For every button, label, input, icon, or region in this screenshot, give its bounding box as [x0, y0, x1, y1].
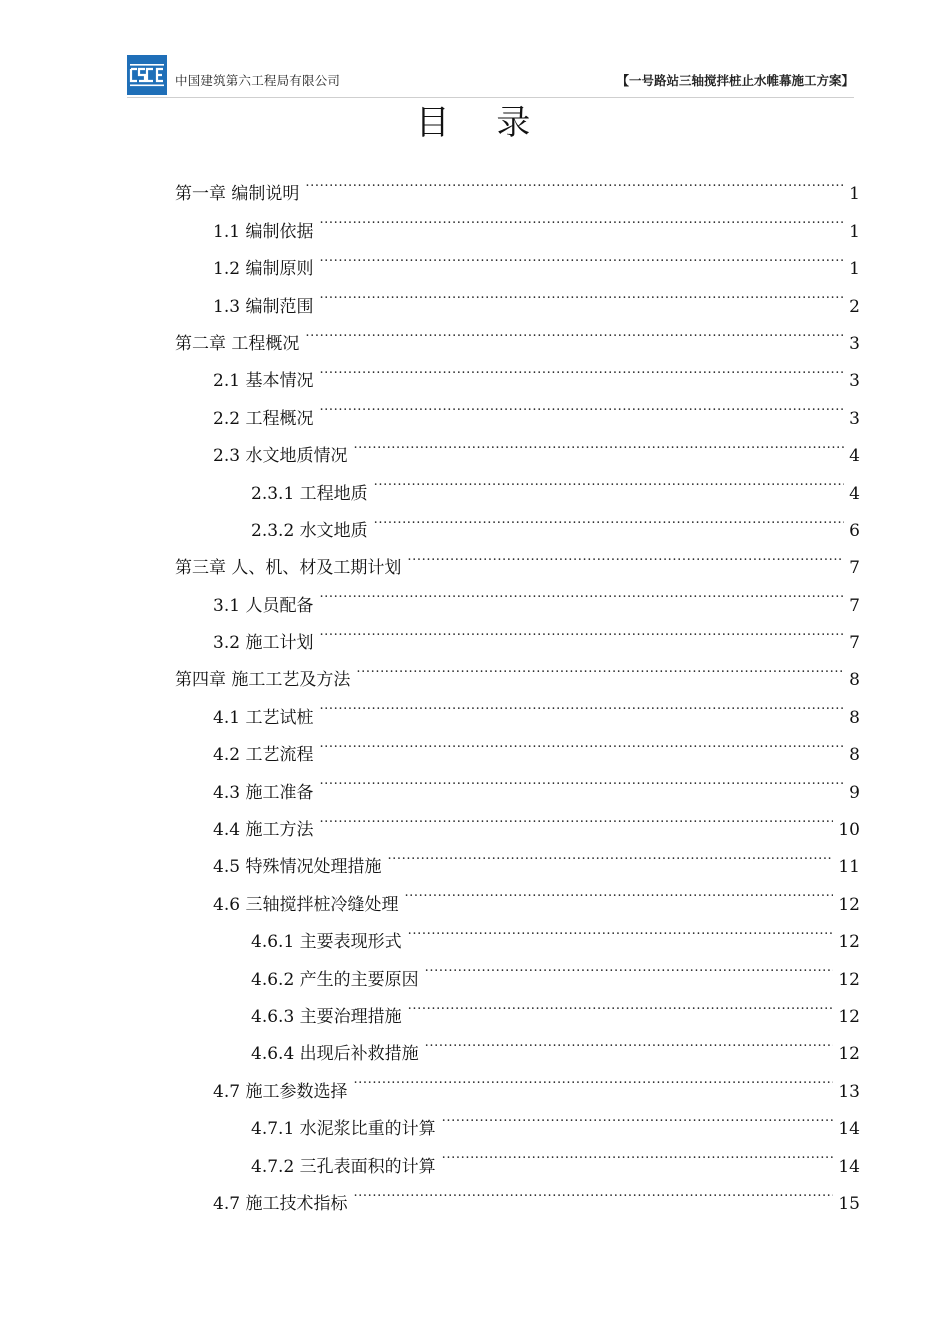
toc-entry-page: 11 [838, 857, 860, 878]
toc-entry-page: 4 [849, 483, 860, 504]
toc-dot-leader [319, 798, 833, 835]
toc-entry-label: 4.7.2 三孔表面积的计算 [251, 1156, 436, 1177]
document-title: 【一号路站三轴搅拌桩止水帷幕施工方案】 [616, 73, 854, 88]
toc-dot-leader [319, 760, 844, 797]
toc-dot-leader [319, 386, 844, 423]
toc-entry-label: 第一章 编制说明 [175, 184, 300, 205]
toc-dot-leader [442, 1097, 834, 1134]
cscec-logo-icon [127, 55, 167, 95]
toc-entry-label: 第三章 人、机、材及工期计划 [175, 558, 402, 579]
toc-dot-leader [319, 723, 844, 760]
toc-entry[interactable] [175, 162, 860, 205]
toc-entry-label: 3.1 人员配备 [213, 595, 314, 616]
toc-entry-page: 12 [838, 1044, 860, 1065]
toc-entry-page: 12 [838, 932, 860, 953]
company-name: 中国建筑第六工程局有限公司 [175, 73, 341, 88]
toc-entry-page: 14 [838, 1156, 860, 1177]
toc-entry-label: 2.2 工程概况 [213, 408, 314, 429]
toc-entry-label: 1.3 编制范围 [213, 296, 314, 317]
toc-entry-page: 6 [849, 520, 860, 541]
toc-dot-leader [404, 872, 833, 909]
toc-entry-label: 4.4 施工方法 [213, 820, 314, 841]
toc-dot-leader [305, 162, 844, 199]
toc-dot-leader [407, 536, 844, 573]
toc-dot-leader [387, 835, 833, 872]
toc-entry-label: 4.7.1 水泥浆比重的计算 [251, 1119, 436, 1140]
table-of-contents [175, 162, 860, 1214]
toc-entry-page: 7 [849, 633, 860, 654]
toc-entry-label: 3.2 施工计划 [213, 633, 314, 654]
toc-dot-leader [353, 424, 844, 461]
toc-dot-leader [374, 499, 845, 536]
toc-entry-page: 12 [838, 969, 860, 990]
toc-entry-label: 1.2 编制原则 [213, 259, 314, 280]
toc-entry-page: 3 [849, 371, 860, 392]
toc-heading: 目 录 [415, 103, 549, 143]
toc-entry-label: 4.7 施工参数选择 [213, 1081, 348, 1102]
toc-entry-page: 8 [849, 745, 860, 766]
toc-dot-leader [319, 199, 844, 236]
toc-entry-label: 2.3.2 水文地质 [251, 520, 368, 541]
toc-dot-leader [353, 1172, 833, 1209]
toc-dot-leader [374, 461, 845, 498]
toc-entry-label: 4.6.1 主要表现形式 [251, 932, 402, 953]
toc-dot-leader [408, 910, 834, 947]
header-divider [127, 97, 854, 98]
toc-dot-leader [319, 685, 844, 722]
toc-dot-leader [425, 1022, 834, 1059]
toc-entry-page: 12 [838, 894, 860, 915]
toc-entry-label: 4.6 三轴搅拌桩冷缝处理 [213, 894, 399, 915]
toc-entry-page: 2 [849, 296, 860, 317]
toc-entry-page: 15 [838, 1193, 860, 1214]
toc-entry-page: 4 [849, 446, 860, 467]
toc-dot-leader [319, 274, 844, 311]
toc-entry-page: 10 [838, 820, 860, 841]
toc-dot-leader [305, 312, 844, 349]
toc-entry-label: 2.3.1 工程地质 [251, 483, 368, 504]
toc-entry-label: 4.3 施工准备 [213, 782, 314, 803]
toc-dot-leader [442, 1134, 834, 1171]
toc-dot-leader [319, 349, 844, 386]
toc-dot-leader [356, 648, 844, 685]
toc-entry-page: 13 [838, 1081, 860, 1102]
toc-entry-label: 2.3 水文地质情况 [213, 446, 348, 467]
toc-entry-page: 3 [849, 333, 860, 354]
toc-entry-page: 1 [849, 221, 860, 242]
toc-entry-label: 4.6.3 主要治理措施 [251, 1006, 402, 1027]
toc-entry-page: 8 [849, 707, 860, 728]
toc-dot-leader [408, 985, 834, 1022]
toc-dot-leader [319, 573, 844, 610]
toc-entry-label: 第二章 工程概况 [175, 333, 300, 354]
toc-entry-page: 1 [849, 184, 860, 205]
toc-entry-label: 4.2 工艺流程 [213, 745, 314, 766]
toc-entry-label: 4.6.4 出现后补救措施 [251, 1044, 419, 1065]
page-header [127, 55, 854, 95]
toc-entry-label: 4.1 工艺试桩 [213, 707, 314, 728]
toc-dot-leader [319, 237, 844, 274]
toc-entry-label: 1.1 编制依据 [213, 221, 314, 242]
toc-entry-label: 4.6.2 产生的主要原因 [251, 969, 419, 990]
toc-entry-page: 12 [838, 1006, 860, 1027]
toc-entry-label: 4.5 特殊情况处理措施 [213, 857, 382, 878]
toc-entry-page: 3 [849, 408, 860, 429]
toc-dot-leader [353, 1059, 833, 1096]
toc-dot-leader [319, 611, 844, 648]
toc-entry-label: 4.7 施工技术指标 [213, 1193, 348, 1214]
toc-dot-leader [425, 947, 834, 984]
toc-entry-page: 7 [849, 558, 860, 579]
toc-entry-page: 14 [838, 1119, 860, 1140]
toc-entry-page: 8 [849, 670, 860, 691]
toc-entry-page: 1 [849, 259, 860, 280]
toc-entry-page: 7 [849, 595, 860, 616]
toc-entry-page: 9 [849, 782, 860, 803]
toc-entry-label: 2.1 基本情况 [213, 371, 314, 392]
toc-entry-label: 第四章 施工工艺及方法 [175, 670, 351, 691]
